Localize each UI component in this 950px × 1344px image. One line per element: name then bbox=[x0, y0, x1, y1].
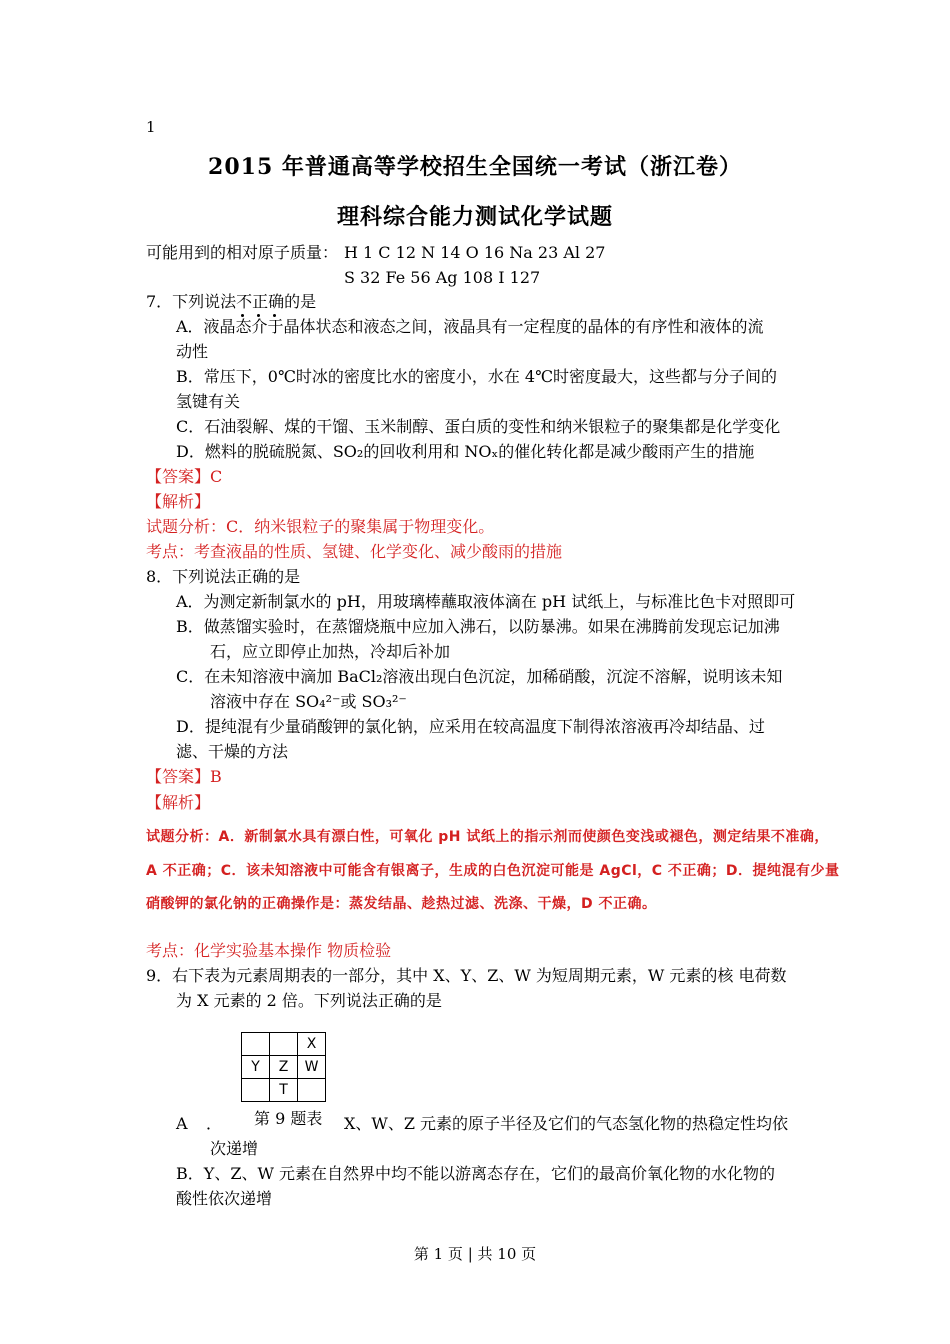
atomic-mass-line-2: S 32 Fe 56 Ag 108 I 127 bbox=[344, 268, 541, 287]
q8-analysis-line-1: 试题分析：A．新制氯水具有漂白性，可氧化 pH 试纸上的指示剂而使颜色变浅或褪色，测定结果不准确， bbox=[146, 829, 829, 845]
q9-option-a-label: A bbox=[176, 1114, 188, 1133]
page-number: 1 bbox=[146, 118, 156, 136]
q8-option-d-line-1: D．提纯混有少量硝酸钾的氯化钠，应采用在较高温度下制得浓溶液再冷却结晶、过 bbox=[176, 717, 765, 736]
q9-stem-line-2: 为 X 元素的 2 倍。下列说法正确的是 bbox=[176, 991, 442, 1010]
q9-stem-line-1: 9．右下表为元素周期表的一部分，其中 X、Y、Z、W 为短周期元素，W 元素的核 电荷数 bbox=[146, 966, 787, 985]
q7-option-d: D．燃料的脱硫脱氮、SO₂的回收利用和 NOₓ的催化转化都是减少酸雨产生的措施 bbox=[176, 442, 755, 461]
table-cell: Z bbox=[270, 1056, 298, 1079]
q7-option-a-line-2: 动性 bbox=[176, 342, 209, 361]
q8-option-c-line-1: C．在未知溶液中滴加 BaCl₂溶液出现白色沉淀，加稀硝酸，沉淀不溶解，说明该未知 bbox=[176, 667, 783, 686]
q8-analysis-label: 【解析】 bbox=[146, 793, 211, 812]
table-cell: W bbox=[298, 1056, 326, 1079]
table-cell: T bbox=[270, 1079, 298, 1102]
q8-stem: 8．下列说法正确的是 bbox=[146, 567, 301, 586]
table-row bbox=[242, 1056, 326, 1079]
q7-answer: 【答案】C bbox=[146, 467, 223, 486]
q8-analysis-line-2: A 不正确；C．该未知溶液中可能含有银离子，生成的白色沉淀可能是 AgCl，C 不正确；D．提纯混有少量 bbox=[146, 863, 840, 879]
q8-option-c-line-2: 溶液中存在 SO₄²⁻或 SO₃²⁻ bbox=[210, 692, 407, 711]
table-cell: Y bbox=[242, 1056, 270, 1079]
table-row bbox=[242, 1033, 326, 1056]
q8-option-b-line-1: B．做蒸馏实验时，在蒸馏烧瓶中应加入沸石，以防暴沸。如果在沸腾前发现忘记加沸 bbox=[176, 617, 780, 636]
atomic-mass-label: 可能用到的相对原子质量： bbox=[146, 243, 339, 262]
periodic-table-fragment bbox=[241, 1032, 326, 1102]
table-row bbox=[242, 1079, 326, 1102]
q7-analysis: 试题分析：C．纳米银粒子的聚集属于物理变化。 bbox=[146, 517, 495, 536]
page-footer: 第 1 页 | 共 10 页 bbox=[413, 1245, 537, 1263]
q8-exam-point: 考点：化学实验基本操作 物质检验 bbox=[146, 941, 392, 960]
q7-stem: 7．下列说法不正确的是 bbox=[146, 292, 317, 311]
q7-option-c: C．石油裂解、煤的干馏、玉米制醇、蛋白质的变性和纳米银粒子的聚集都是化学变化 bbox=[176, 417, 781, 436]
q8-option-b-line-2: 石，应立即停止加热，冷却后补加 bbox=[210, 642, 451, 661]
q8-answer: 【答案】B bbox=[146, 767, 222, 786]
exam-subtitle: 理科综合能力测试化学试题 bbox=[336, 204, 613, 230]
q8-analysis-line-3: 硝酸钾的氯化钠的正确操作是：蒸发结晶、趁热过滤、洗涤、干燥，D 不正确。 bbox=[146, 896, 657, 912]
q9-option-b-line-2: 酸性依次递增 bbox=[176, 1189, 273, 1208]
q9-option-b-line-1: B．Y、Z、W 元素在自然界中均不能以游离态存在，它们的最高价氧化物的水化物的 bbox=[176, 1164, 775, 1183]
table-cell bbox=[270, 1033, 298, 1056]
q8-option-a: A．为测定新制氯水的 pH，用玻璃棒蘸取液体滴在 pH 试纸上，与标准比色卡对照即可 bbox=[176, 592, 796, 611]
table-cell bbox=[242, 1033, 270, 1056]
table-caption: 第 9 题表 bbox=[254, 1109, 323, 1128]
q9-option-a-dot: ． bbox=[206, 1114, 223, 1133]
atomic-mass-line-1: H 1 C 12 N 14 O 16 Na 23 Al 27 bbox=[344, 243, 606, 262]
table-cell bbox=[242, 1079, 270, 1102]
exam-title: 2015 年普通高等学校招生全国统一考试（浙江卷） bbox=[208, 154, 742, 180]
q7-option-a-line-1: A．液晶态介于晶体状态和液态之间，液晶具有一定程度的晶体的有序性和液体的流 bbox=[176, 317, 764, 336]
table-cell: X bbox=[298, 1033, 326, 1056]
q7-option-b-line-1: B．常压下，0℃时冰的密度比水的密度小，水在 4℃时密度最大，这些都与分子间的 bbox=[176, 367, 778, 386]
q9-option-a-line-1: X、W、Z 元素的原子半径及它们的气态氢化物的热稳定性均依 bbox=[344, 1114, 789, 1133]
q8-option-d-line-2: 滤、干燥的方法 bbox=[176, 742, 289, 761]
table-cell bbox=[298, 1079, 326, 1102]
q7-option-b-line-2: 氢键有关 bbox=[176, 392, 241, 411]
q7-exam-point: 考点：考查液晶的性质、氢键、化学变化、减少酸雨的措施 bbox=[146, 542, 563, 561]
q7-analysis-label: 【解析】 bbox=[146, 492, 211, 511]
q9-option-a-line-2: 次递增 bbox=[210, 1139, 259, 1158]
